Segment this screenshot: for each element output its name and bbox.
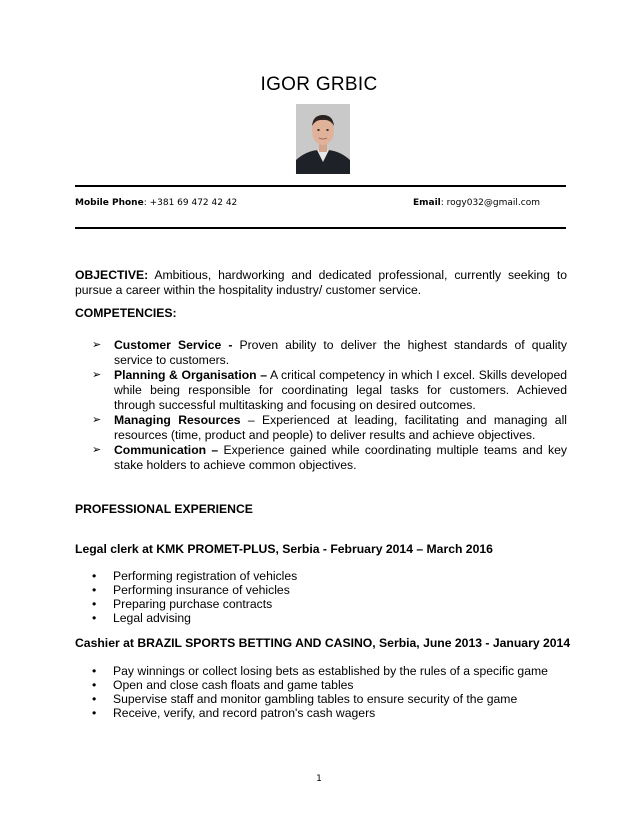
phone-value: : +381 69 472 42 42: [143, 198, 238, 208]
bullet-icon: •: [92, 583, 97, 597]
job-title-legal-clerk: Legal clerk at KMK PROMET-PLUS, Serbia - February 2014 – March 2016: [75, 542, 493, 556]
bullet-icon: •: [92, 706, 97, 720]
duty-text: Supervise staff and monitor gambling tables to ensure security of the game: [113, 692, 518, 706]
competency-title: Customer Service -: [114, 338, 233, 352]
bullet-icon: •: [92, 569, 97, 583]
bullet-icon: •: [92, 611, 97, 625]
candidate-name: IGOR GRBIC: [260, 74, 378, 95]
competency-text: – Experienced at leading, facilitating and managing all resources (time, product and people) to deliver results and achieve objectives.: [114, 413, 567, 442]
duty-text: Performing insurance of vehicles: [113, 583, 290, 597]
competency-title: Managing Resources: [114, 413, 241, 427]
duty-text: Preparing purchase contracts: [113, 597, 273, 611]
phone-label: Mobile Phone: [75, 198, 144, 208]
duty-item: [88, 611, 558, 625]
job-duties-legal-clerk: [88, 569, 558, 625]
duty-text: Receive, verify, and record patron's cash wagers: [113, 706, 376, 720]
competency-title: Communication –: [114, 443, 219, 457]
competency-text: A critical competency in which I excel. Skills developed while being responsible for coordinating legal tasks for customers. Achieved through successful multitasking and focusing on desired outcomes.: [114, 368, 567, 412]
competency-item: [92, 368, 567, 413]
duty-text: Open and close cash floats and game tables: [113, 678, 354, 692]
duty-item: [88, 597, 558, 611]
duty-item: [88, 678, 558, 692]
divider-top: [75, 185, 566, 187]
job-title-cashier: Cashier at BRAZIL SPORTS BETTING AND CASINO, Serbia, June 2013 - January 2014: [75, 636, 571, 650]
competency-item: [92, 443, 567, 473]
email-value: : rogy032@gmail.com: [440, 198, 540, 208]
profile-photo: [296, 104, 350, 174]
competency-title: Planning & Organisation –: [114, 368, 268, 382]
competency-text: Experience gained while coordinating multiple teams and key stake holders to achieve common objectives.: [114, 443, 567, 472]
mobile-phone: [75, 198, 237, 208]
arrow-bullet-icon: ➢: [92, 444, 102, 456]
duty-item: [88, 692, 558, 706]
duty-item: [88, 569, 558, 583]
bullet-icon: •: [92, 678, 97, 692]
duty-item: [88, 664, 558, 678]
duty-text: Performing registration of vehicles: [113, 569, 298, 583]
divider-bottom: [75, 227, 566, 229]
email-label: Email: [413, 198, 441, 208]
objective-heading: OBJECTIVE:: [75, 268, 149, 282]
competency-item: [92, 413, 567, 443]
bullet-icon: •: [92, 692, 97, 706]
duty-text: Legal advising: [113, 611, 191, 625]
objective-text: Ambitious, hardworking and dedicated professional, currently seeking to pursue a career within the hospitality industry/ customer service.: [75, 268, 567, 297]
duty-text: Pay winnings or collect losing bets as established by the rules of a specific game: [113, 664, 548, 678]
arrow-bullet-icon: ➢: [92, 369, 102, 381]
page-number: 1: [316, 774, 322, 784]
competencies-list: [92, 338, 567, 473]
bullet-icon: •: [92, 664, 97, 678]
email: [413, 198, 540, 208]
job-duties-cashier: [88, 664, 558, 720]
arrow-bullet-icon: ➢: [92, 414, 102, 426]
duty-item: [88, 706, 558, 720]
experience-heading: PROFESSIONAL EXPERIENCE: [75, 502, 253, 516]
competency-item: [92, 338, 567, 368]
competencies-heading: COMPETENCIES:: [75, 306, 177, 320]
objective-section: [75, 268, 567, 298]
arrow-bullet-icon: ➢: [92, 339, 102, 351]
competency-text: Proven ability to deliver the highest standards of quality service to customers.: [114, 338, 567, 367]
duty-item: [88, 583, 558, 597]
bullet-icon: •: [92, 597, 97, 611]
portrait-image: [296, 104, 350, 174]
